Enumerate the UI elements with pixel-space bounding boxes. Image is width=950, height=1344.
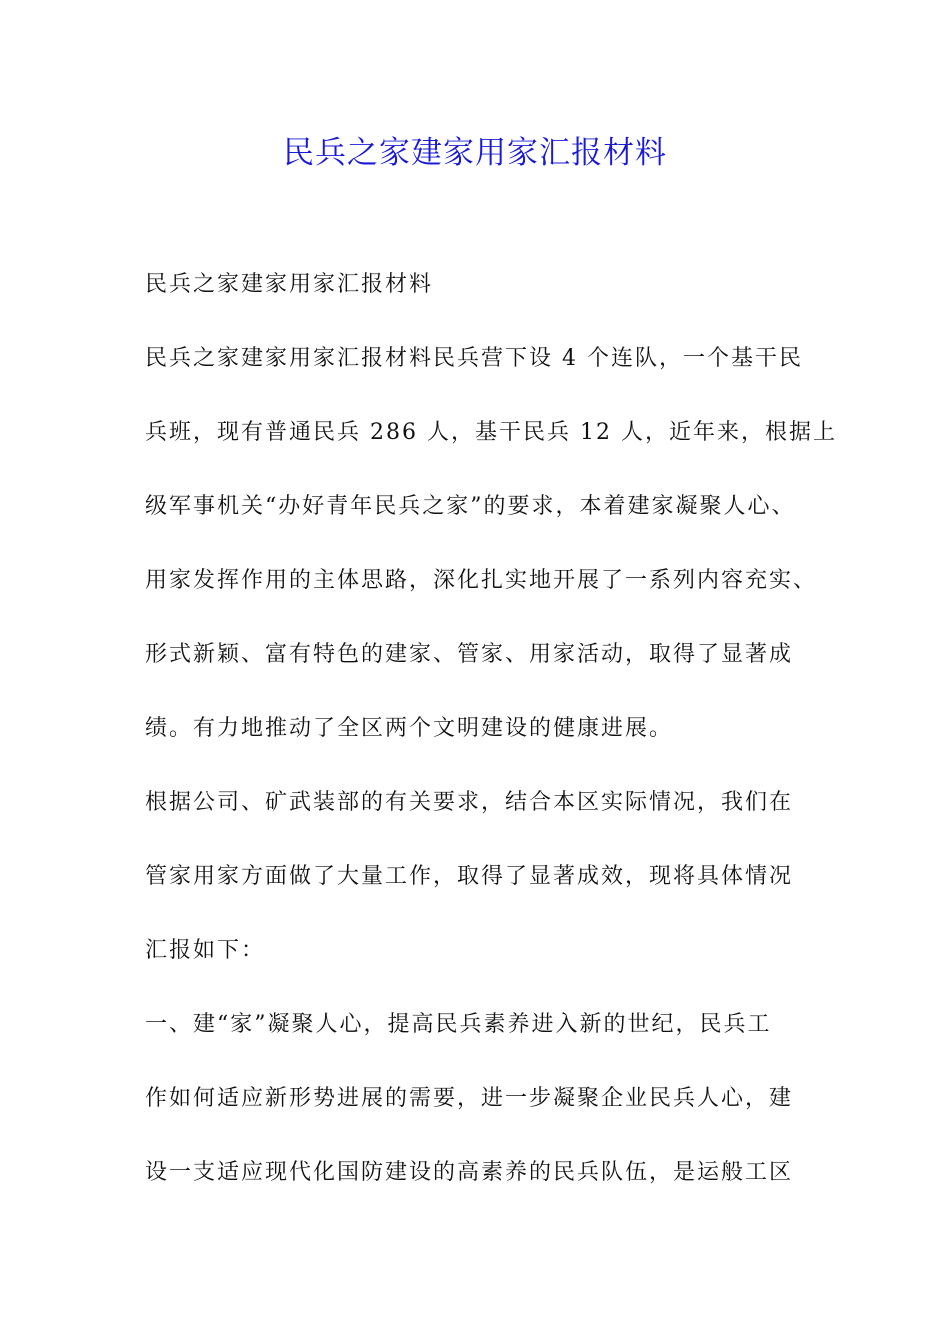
body-line: 形式新颖、富有特色的建家、管家、用家活动，取得了显著成 (145, 642, 794, 667)
body-line: 民兵之家建家用家汇报材料 (145, 272, 434, 297)
body-line: 绩。有力地推动了全区两个文明建设的健康进展。 (145, 716, 674, 741)
document-title: 民兵之家建家用家汇报材料 (283, 135, 667, 171)
document-body (145, 265, 837, 1227)
body-line: 作如何适应新形势进展的需要，进一步凝聚企业民兵人心，建 (145, 1086, 794, 1111)
body-line: 兵班，现有普通民兵 286 人，基干民兵 12 人，近年来，根据上 (145, 420, 837, 445)
body-line: 级军事机关“办好青年民兵之家”的要求，本着建家凝聚人心、 (145, 494, 796, 519)
body-line: 设一支适应现代化国防建设的高素养的民兵队伍，是运般工区 (145, 1160, 794, 1185)
body-line: 民兵之家建家用家汇报材料民兵营下设 4 个连队，一个基干民 (145, 346, 803, 371)
body-line: 一、建“家”凝聚人心，提高民兵素养进入新的世纪，民兵工 (145, 1012, 772, 1037)
body-line: 管家用家方面做了大量工作，取得了显著成效，现将具体情况 (145, 864, 794, 889)
body-line: 汇报如下： (145, 938, 266, 963)
body-line: 根据公司、矿武装部的有关要求，结合本区实际情况，我们在 (145, 790, 794, 815)
body-line: 用家发挥作用的主体思路，深化扎实地开展了一系列内容充实、 (145, 568, 818, 593)
